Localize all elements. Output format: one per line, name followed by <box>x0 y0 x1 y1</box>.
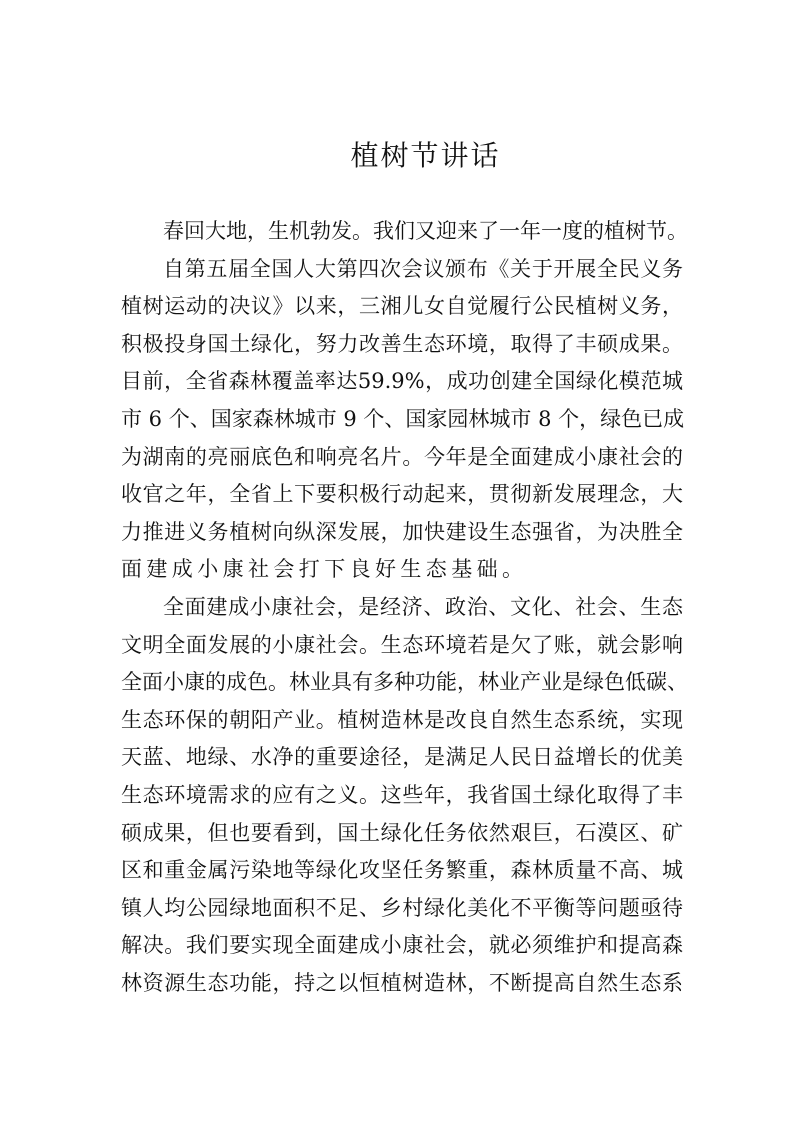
paragraph-2-line: 为湖南的亮丽底色和响亮名片。今年是全面建成小康社会的 <box>121 444 683 469</box>
paragraph-3-line: 文明全面发展的小康社会。生态环境若是欠了账，就会影响 <box>121 632 683 657</box>
paragraph-2-line: 自第五届全国人大第四次会议颁布《关于开展全民义务 <box>163 256 683 281</box>
paragraph-3-line: 天蓝、地绿、水净的重要途径，是满足人民日益增长的优美 <box>121 745 683 770</box>
document-title: 植树节讲话 <box>350 139 501 172</box>
paragraph-3-line: 生态环保的朝阳产业。植树造林是改良自然生态系统，实现 <box>121 707 683 732</box>
paragraph-2-line: 积极投身国土绿化，努力改善生态环境，取得了丰硕成果。 <box>121 331 683 356</box>
paragraph-3-line: 全面建成小康社会，是经济、政治、文化、社会、生态 <box>163 594 683 619</box>
paragraph-3-line: 镇人均公园绿地面积不足、乡村绿化美化不平衡等问题亟待 <box>121 895 683 920</box>
paragraph-3-line: 硕成果，但也要看到，国土绿化任务依然艰巨，石漠区、矿 <box>121 820 683 845</box>
paragraph-2-line: 面建成小康社会打下良好生态基础。 <box>121 557 528 582</box>
paragraph-2-line: 力推进义务植树向纵深发展，加快建设生态强省，为决胜全 <box>121 519 683 544</box>
paragraph-2-line: 植树运动的决议》以来，三湘儿女自觉履行公民植树义务， <box>121 294 683 319</box>
paragraph-3-line: 全面小康的成色。林业具有多种功能，林业产业是绿色低碳、 <box>121 670 688 695</box>
paragraph-3-line: 区和重金属污染地等绿化攻坚任务繁重，森林质量不高、城 <box>121 858 683 883</box>
paragraph-1-line: 春回大地，生机勃发。我们又迎来了一年一度的植树节。 <box>163 219 688 243</box>
paragraph-2-line: 目前，全省森林覆盖率达59.9%，成功创建全国绿化模范城 <box>121 369 683 394</box>
paragraph-2-line: 收官之年，全省上下要积极行动起来，贯彻新发展理念，大 <box>121 482 683 507</box>
paragraph-3-line: 生态环境需求的应有之义。这些年，我省国土绿化取得了丰 <box>121 782 683 807</box>
document-body <box>121 213 688 1002</box>
paragraph-3-line: 林资源生态功能，持之以恒植树造林，不断提高自然生态系 <box>121 970 683 995</box>
paragraph-3-line: 解决。我们要实现全面建成小康社会，就必须维护和提高森 <box>121 933 683 958</box>
paragraph-2-line: 市 6 个、国家森林城市 9 个、国家园林城市 8 个，绿色已成 <box>121 406 685 431</box>
